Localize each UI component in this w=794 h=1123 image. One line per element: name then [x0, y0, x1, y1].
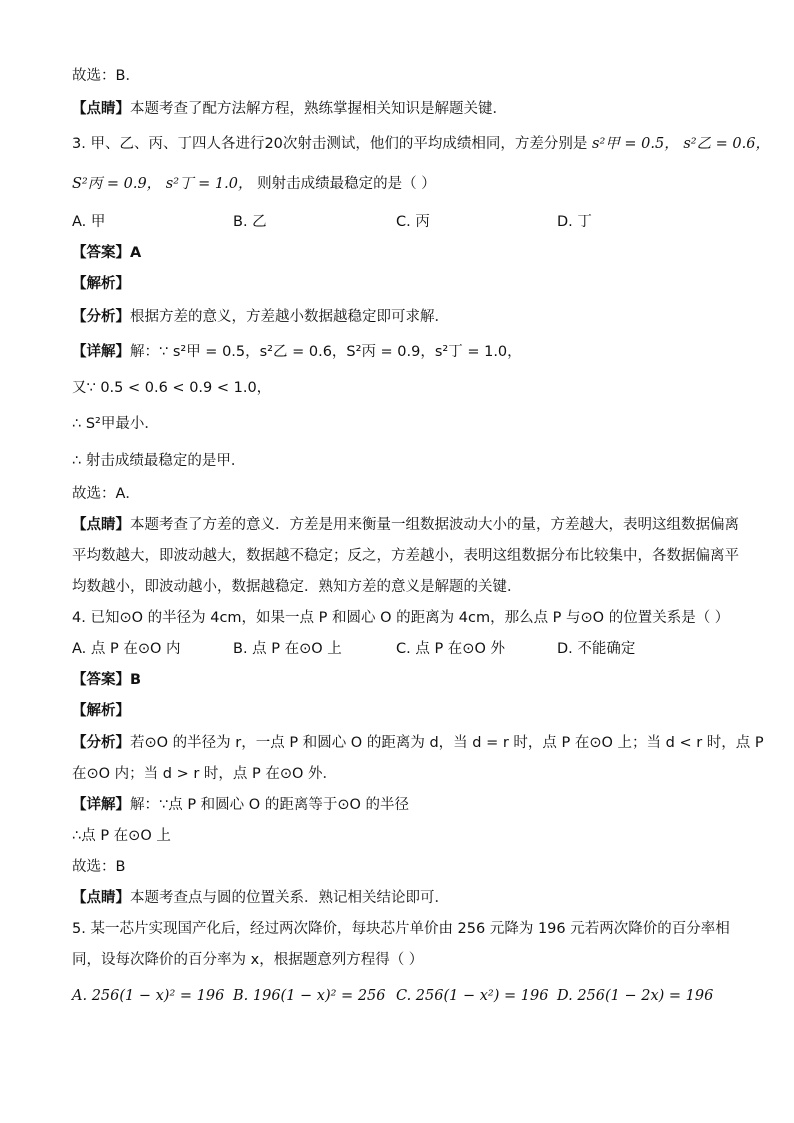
q4-fenxi-line2: 在⊙O 内；当 d > r 时，点 P 在⊙O 外． [72, 766, 338, 782]
dianjing-tag: 【点睛】 [72, 890, 130, 906]
dianjing-text: 本题考查了方差的意义．方差是用来衡量一组数据波动大小的量，方差越大，表明这组数据偏离 [130, 517, 739, 533]
xiangjie-tag: 【详解】 [72, 344, 130, 360]
q3-option-d: D. 丁 [557, 214, 592, 230]
q3-conclusion-1: ∴ S²甲最小． [72, 416, 159, 432]
q4-choice: 故选：B [72, 859, 126, 875]
q5-option-b: B. 196(1 − x)² = 256 [233, 988, 386, 1004]
q3-stem-line2 [72, 174, 436, 194]
q2-choice: 故选：B． [72, 68, 140, 84]
q3-variance-yi: s²乙 = 0.6， [683, 136, 770, 152]
q3-stem: 3. 甲、乙、丙、丁四人各进行20次射击测试，他们的平均成绩相同，方差分别是 [72, 136, 588, 152]
q4-option-b: B. 点 P 在⊙O 上 [233, 641, 342, 657]
q3-stem-line1 [72, 134, 770, 154]
fenxi-text: 若⊙O 的半径为 r，一点 P 和圆心 O 的距离为 d，当 d = r 时，点 P 在⊙O 上；当 d < r 时，点 P [130, 735, 764, 751]
fenxi-text: 根据方差的意义，方差越小数据越稳定即可求解． [130, 309, 449, 325]
q3-option-c: C. 丙 [396, 214, 430, 230]
dianjing-tag: 【点睛】 [72, 517, 130, 533]
q4-option-d: D. 不能确定 [557, 641, 636, 657]
q4-option-a: A. 点 P 在⊙O 内 [72, 641, 181, 657]
q3-dianjing-line2: 平均数越大，即波动越大，数据越不稳定；反之，方差越小，表明这组数据分布比较集中，各数据偏离平 [72, 548, 739, 564]
xiangjie-tag: 【详解】 [72, 797, 130, 813]
xiangjie-text: 解：∵ s²甲 = 0.5，s²乙 = 0.6，S²丙 = 0.9，s²丁 = 1.0， [130, 344, 522, 360]
q4-conclusion: ∴点 P 在⊙O 上 [72, 828, 171, 844]
q5-option-a: A. 256(1 − x)² = 196 [72, 988, 225, 1004]
q3-answer: 【答案】A [72, 245, 142, 261]
q3-dianjing-line3: 均数越小，即波动越小，数据越稳定．熟知方差的意义是解题的关键． [72, 579, 522, 595]
dianjing-text: 本题考查点与圆的位置关系．熟记相关结论即可． [130, 890, 449, 906]
dianjing-tag: 【点睛】 [72, 101, 130, 117]
fenxi-tag: 【分析】 [72, 309, 130, 325]
dianjing-text: 本题考查了配方法解方程，熟练掌握相关知识是解题关键． [130, 101, 507, 117]
q3-question: 则射击成绩最稳定的是（ ） [257, 176, 436, 192]
q3-comparison: 又∵ 0.5 < 0.6 < 0.9 < 1.0， [72, 380, 272, 396]
q3-option-b: B. 乙 [233, 214, 267, 230]
xiangjie-text: 解：∵点 P 和圆心 O 的距离等于⊙O 的半径 [130, 797, 409, 813]
q4-stem: 4. 已知⊙O 的半径为 4cm，如果一点 P 和圆心 O 的距离为 4cm，那么点 P 与⊙O 的位置关系是（ ） [72, 610, 730, 626]
fenxi-tag: 【分析】 [72, 735, 130, 751]
q3-jiexi: 【解析】 [72, 276, 130, 292]
q5-stem-line1: 5. 某一芯片实现国产化后，经过两次降价，每块芯片单价由 256 元降为 196 元若两次降价的百分率相 [72, 921, 730, 937]
q3-choice: 故选：A． [72, 486, 140, 502]
q3-conclusion-2: ∴ 射击成绩最稳定的是甲． [72, 453, 246, 469]
q3-variance-ding: s²丁 = 1.0， [165, 176, 253, 192]
q3-variance-bing: S²丙 = 0.9， [72, 176, 162, 192]
q3-dianjing-line1 [72, 515, 739, 535]
q3-variance-jia: s²甲 = 0.5， [592, 136, 679, 152]
q3-xiangjie [72, 342, 522, 362]
q4-answer: 【答案】B [72, 672, 142, 688]
q5-option-d: D. 256(1 − 2x) = 196 [557, 988, 714, 1004]
q3-fenxi [72, 307, 449, 327]
q5-stem-line2: 同，设每次降价的百分率为 x，根据题意列方程得（ ） [72, 952, 424, 968]
q4-fenxi-line1 [72, 733, 764, 753]
q4-jiexi: 【解析】 [72, 703, 130, 719]
q4-dianjing [72, 888, 449, 908]
q4-xiangjie [72, 795, 409, 815]
q2-dianjing [72, 99, 507, 119]
q4-option-c: C. 点 P 在⊙O 外 [396, 641, 505, 657]
q3-option-a: A. 甲 [72, 214, 106, 230]
q5-option-c: C. 256(1 − x²) = 196 [396, 988, 549, 1004]
